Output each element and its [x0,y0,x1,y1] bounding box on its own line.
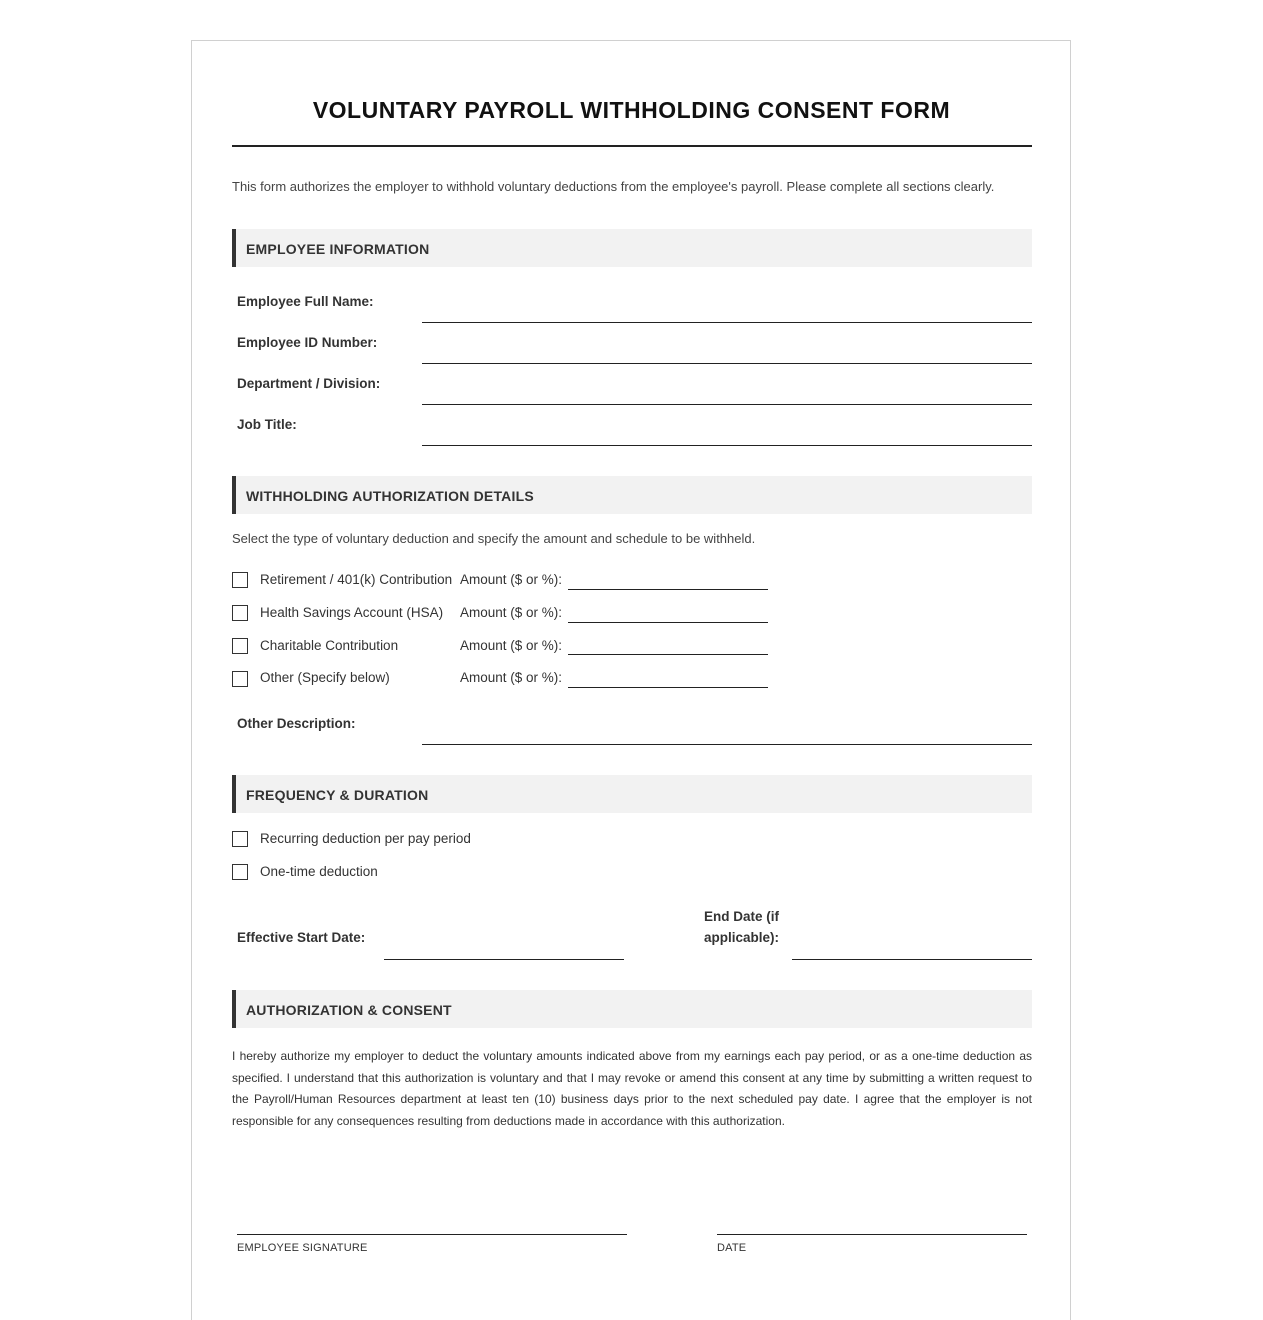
other-description-label: Other Description: [237,716,356,731]
retirement-checkbox[interactable] [232,572,248,588]
department-field[interactable] [422,404,1032,405]
signature-date-line[interactable] [717,1234,1027,1235]
hsa-checkbox[interactable] [232,605,248,621]
other-description-field[interactable] [422,744,1032,745]
job-title-label: Job Title: [237,417,297,432]
hsa-label: Health Savings Account (HSA) [260,605,444,620]
retirement-label: Retirement / 401(k) Contribution [260,572,453,587]
job-title-field[interactable] [422,445,1032,446]
section-header-frequency-duration [232,775,1032,813]
charitable-amount-label: Amount ($ or %): [460,638,563,653]
section-heading: FREQUENCY & DURATION [246,787,429,803]
other-label: Other (Specify below) [260,670,390,685]
other-amount-label: Amount ($ or %): [460,670,563,685]
employee-id-label: Employee ID Number: [237,335,378,350]
end-date-field[interactable] [792,959,1032,960]
section-header-authorization-consent [232,990,1032,1028]
charitable-checkbox[interactable] [232,638,248,654]
employee-full-name-field[interactable] [422,322,1032,323]
start-date-label: Effective Start Date: [237,930,366,945]
intro-text: This form authorizes the employer to withhold voluntary deductions from the employee's payroll. Please complete all sections clearly. [232,179,995,194]
withholding-instructions: Select the type of voluntary deduction and specify the amount and schedule to be withheld. [232,531,756,546]
section-heading: EMPLOYEE INFORMATION [246,241,430,257]
section-header-withholding-details [232,476,1032,514]
charitable-amount-field[interactable] [568,654,768,655]
hsa-amount-label: Amount ($ or %): [460,605,563,620]
recurring-checkbox[interactable] [232,831,248,847]
start-date-field[interactable] [384,959,624,960]
consent-statement: I hereby authorize my employer to deduct the voluntary amounts indicated above from my earnings each pay period, or as a one-time deduction as specified. I understand that this authorization is voluntary and that I may revoke or amend this consent at any time by submitting a written request to the Payroll/Human Resources department at least ten (10) business days prior to the next scheduled pay date. I agree that the employer is not responsible for any consequences resulting from deductions made in accordance with this authorization. [232,1049,1032,1128]
employee-full-name-label: Employee Full Name: [237,294,374,309]
employee-signature-label: EMPLOYEE SIGNATURE [237,1242,368,1254]
recurring-label: Recurring deduction per pay period [260,831,471,846]
section-header-employee-information [232,229,1032,267]
other-checkbox[interactable] [232,671,248,687]
form-title: VOLUNTARY PAYROLL WITHHOLDING CONSENT FORM [312,97,951,123]
retirement-amount-label: Amount ($ or %): [460,572,563,587]
hsa-amount-field[interactable] [568,622,768,623]
section-heading: AUTHORIZATION & CONSENT [246,1002,452,1018]
section-heading: WITHHOLDING AUTHORIZATION DETAILS [246,488,534,504]
end-date-label-line2: applicable): [704,930,780,945]
retirement-amount-field[interactable] [568,589,768,590]
signature-date-label: DATE [717,1242,747,1254]
department-label: Department / Division: [237,376,381,391]
employee-id-field[interactable] [422,363,1032,364]
one-time-checkbox[interactable] [232,864,248,880]
employee-signature-line[interactable] [237,1234,627,1235]
title-divider [232,145,1032,147]
other-amount-field[interactable] [568,687,768,688]
end-date-label-line1: End Date (if [704,909,780,924]
one-time-label: One-time deduction [260,864,378,879]
charitable-label: Charitable Contribution [260,638,399,653]
